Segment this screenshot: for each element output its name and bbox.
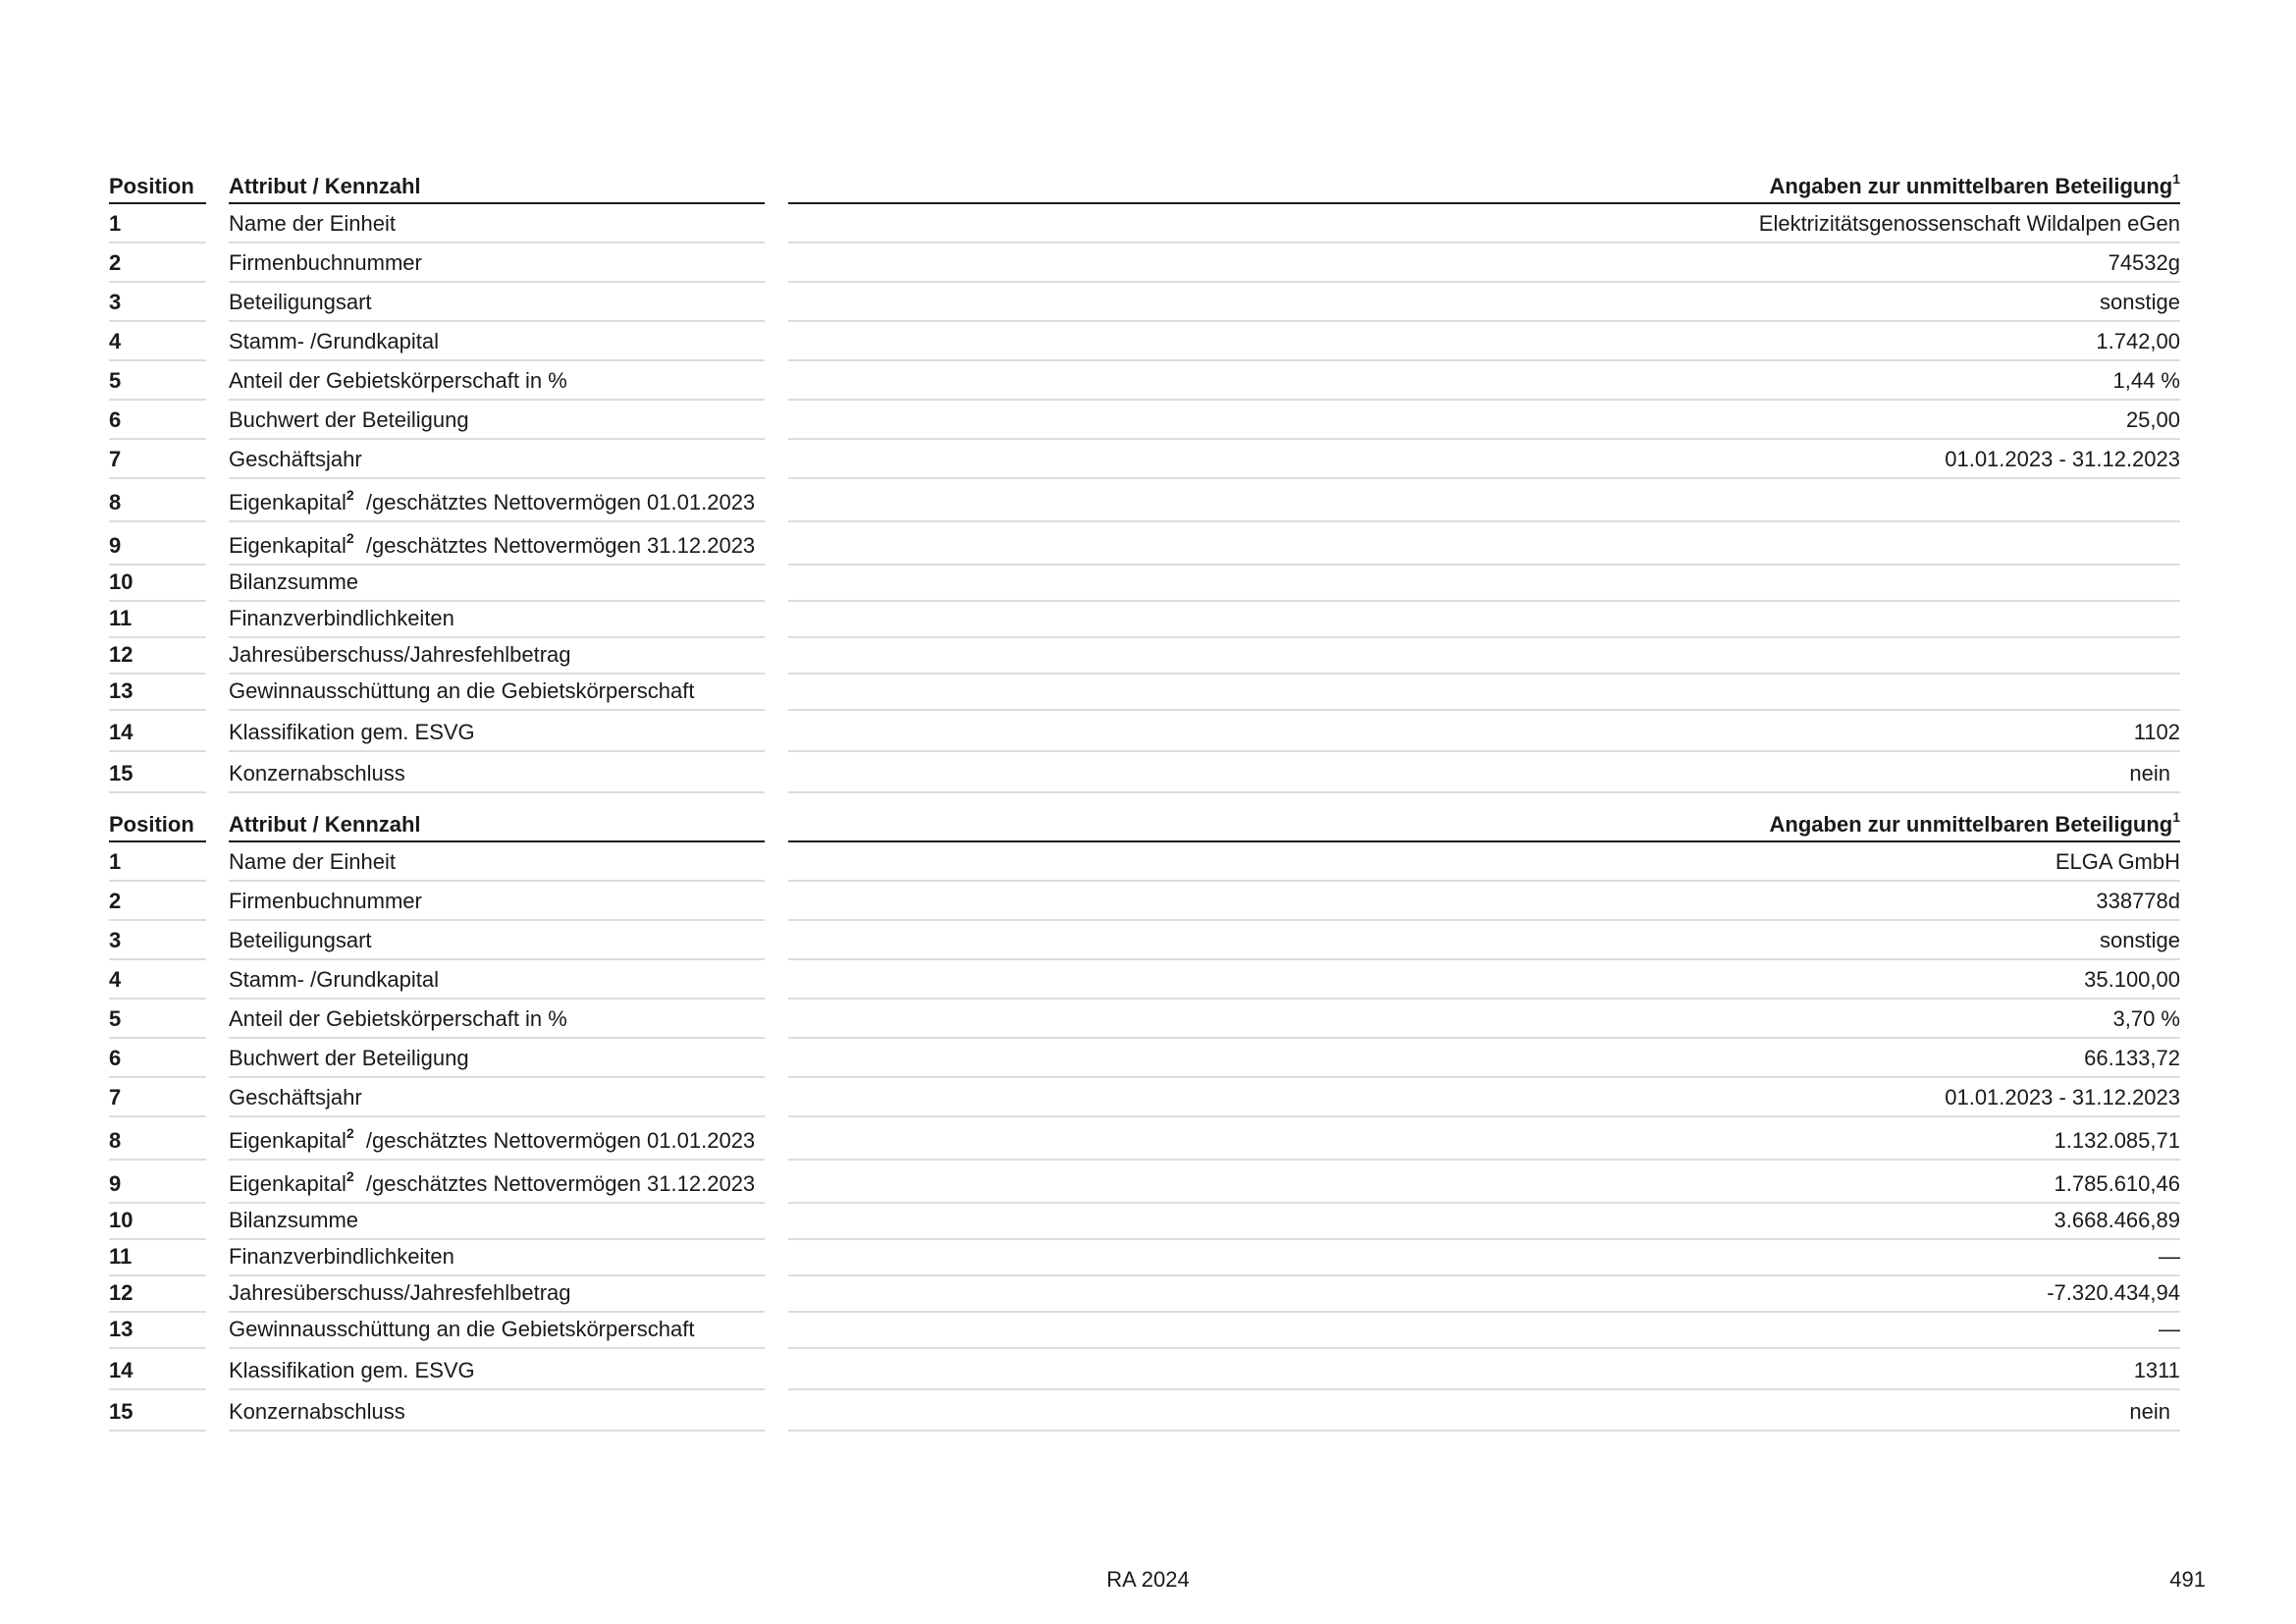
header-value-label: Angaben zur unmittelbaren Beteiligung <box>1769 174 2173 198</box>
row-position: 11 <box>109 1244 206 1276</box>
row-attribute: Geschäftsjahr <box>229 447 765 479</box>
row-attribute: Firmenbuchnummer <box>229 889 765 921</box>
row-value: 74532g <box>788 250 2180 283</box>
table-row <box>109 960 2180 1000</box>
table-row <box>109 244 2180 283</box>
table-row <box>109 1204 2180 1240</box>
row-position: 12 <box>109 642 206 675</box>
row-attribute: Buchwert der Beteiligung <box>229 1046 765 1078</box>
row-attribute <box>229 1125 765 1161</box>
footnote-marker-2: 2 <box>346 530 354 546</box>
row-attribute: Klassifikation gem. ESVG <box>229 720 765 752</box>
row-attribute-label: Eigenkapital <box>229 533 347 558</box>
table-row <box>109 1240 2180 1276</box>
table-header-row <box>109 169 2180 204</box>
footer-report-label: RA 2024 <box>1106 1567 1190 1592</box>
header-value <box>788 809 2180 842</box>
row-attribute: Name der Einheit <box>229 211 765 244</box>
header-attribute: Attribut / Kennzahl <box>229 812 765 842</box>
row-attribute-suffix: /geschätztes Nettovermögen 01.01.2023 <box>365 1128 756 1153</box>
participation-table-2 <box>109 807 2180 1432</box>
row-value <box>788 559 2180 566</box>
table-row <box>109 711 2180 752</box>
row-attribute: Anteil der Gebietskörperschaft in % <box>229 1006 765 1039</box>
row-position: 9 <box>109 533 206 566</box>
row-position: 12 <box>109 1280 206 1313</box>
row-position: 7 <box>109 1085 206 1117</box>
row-value: sonstige <box>788 928 2180 960</box>
row-value <box>788 631 2180 638</box>
table-row <box>109 1117 2180 1161</box>
row-attribute-suffix: /geschätztes Nettovermögen 31.12.2023 <box>365 1171 756 1196</box>
row-attribute: Stamm- /Grundkapital <box>229 967 765 1000</box>
row-value: Elektrizitätsgenossenschaft Wildalpen eGen <box>788 211 2180 244</box>
row-value: 01.01.2023 - 31.12.2023 <box>788 447 2180 479</box>
row-attribute-label: Eigenkapital <box>229 1171 347 1196</box>
table-row <box>109 322 2180 361</box>
row-attribute: Gewinnausschüttung an die Gebietskörperschaft <box>229 1317 765 1349</box>
row-position: 4 <box>109 329 206 361</box>
row-attribute: Konzernabschluss <box>229 761 765 793</box>
row-position: 14 <box>109 1358 206 1390</box>
table-row <box>109 361 2180 401</box>
header-value-label: Angaben zur unmittelbaren Beteiligung <box>1769 812 2173 837</box>
table-row <box>109 204 2180 244</box>
table-row <box>109 566 2180 602</box>
row-attribute <box>229 487 765 522</box>
row-value <box>788 515 2180 522</box>
row-value <box>788 668 2180 675</box>
row-position: 13 <box>109 1317 206 1349</box>
row-value: nein <box>788 761 2180 793</box>
row-attribute: Geschäftsjahr <box>229 1085 765 1117</box>
row-attribute: Finanzverbindlichkeiten <box>229 1244 765 1276</box>
row-position: 1 <box>109 849 206 882</box>
row-attribute: Anteil der Gebietskörperschaft in % <box>229 368 765 401</box>
row-value: 1.742,00 <box>788 329 2180 361</box>
row-attribute: Firmenbuchnummer <box>229 250 765 283</box>
row-value: 1102 <box>788 720 2180 752</box>
footer-page-number: 491 <box>2169 1567 2206 1592</box>
row-attribute <box>229 1168 765 1204</box>
table-row <box>109 401 2180 440</box>
row-position: 13 <box>109 678 206 711</box>
row-attribute: Bilanzsumme <box>229 569 765 602</box>
row-position: 5 <box>109 1006 206 1039</box>
table-row <box>109 479 2180 522</box>
table-row <box>109 1039 2180 1078</box>
row-position: 7 <box>109 447 206 479</box>
row-value: — <box>788 1244 2180 1276</box>
row-position: 10 <box>109 569 206 602</box>
row-position: 11 <box>109 606 206 638</box>
table-row <box>109 752 2180 793</box>
table-row <box>109 1390 2180 1432</box>
footnote-marker-2: 2 <box>346 487 354 503</box>
footnote-marker-2: 2 <box>346 1125 354 1141</box>
row-position: 15 <box>109 761 206 793</box>
table-row <box>109 283 2180 322</box>
row-value: — <box>788 1317 2180 1349</box>
row-position: 2 <box>109 889 206 921</box>
header-position: Position <box>109 174 206 204</box>
row-value: 66.133,72 <box>788 1046 2180 1078</box>
row-attribute: Gewinnausschüttung an die Gebietskörperschaft <box>229 678 765 711</box>
row-attribute: Finanzverbindlichkeiten <box>229 606 765 638</box>
row-attribute: Name der Einheit <box>229 849 765 882</box>
table-row <box>109 522 2180 566</box>
row-position: 5 <box>109 368 206 401</box>
header-position: Position <box>109 812 206 842</box>
row-attribute: Bilanzsumme <box>229 1208 765 1240</box>
table-row <box>109 921 2180 960</box>
row-position: 9 <box>109 1171 206 1204</box>
row-position: 2 <box>109 250 206 283</box>
footnote-marker-2: 2 <box>346 1168 354 1184</box>
header-attribute: Attribut / Kennzahl <box>229 174 765 204</box>
table-row <box>109 602 2180 638</box>
table-row <box>109 638 2180 675</box>
table-row <box>109 1349 2180 1390</box>
row-value: nein <box>788 1399 2180 1432</box>
row-position: 8 <box>109 1128 206 1161</box>
row-attribute: Stamm- /Grundkapital <box>229 329 765 361</box>
row-value: 25,00 <box>788 407 2180 440</box>
table-row <box>109 842 2180 882</box>
row-value: 01.01.2023 - 31.12.2023 <box>788 1085 2180 1117</box>
row-value: 3,70 % <box>788 1006 2180 1039</box>
row-value: -7.320.434,94 <box>788 1280 2180 1313</box>
row-value: ELGA GmbH <box>788 849 2180 882</box>
table-row <box>109 1078 2180 1117</box>
header-value <box>788 171 2180 204</box>
row-position: 4 <box>109 967 206 1000</box>
row-value: 1.785.610,46 <box>788 1171 2180 1204</box>
row-position: 15 <box>109 1399 206 1432</box>
row-value <box>788 595 2180 602</box>
table-row <box>109 1000 2180 1039</box>
row-attribute: Beteiligungsart <box>229 928 765 960</box>
row-value: 1,44 % <box>788 368 2180 401</box>
row-position: 6 <box>109 1046 206 1078</box>
row-position: 14 <box>109 720 206 752</box>
row-position: 6 <box>109 407 206 440</box>
row-position: 1 <box>109 211 206 244</box>
table-row <box>109 1313 2180 1349</box>
row-value: 3.668.466,89 <box>788 1208 2180 1240</box>
row-attribute: Buchwert der Beteiligung <box>229 407 765 440</box>
table-row <box>109 1276 2180 1313</box>
row-position: 3 <box>109 928 206 960</box>
row-attribute <box>229 530 765 566</box>
row-attribute-suffix: /geschätztes Nettovermögen 01.01.2023 <box>365 490 756 514</box>
row-attribute-label: Eigenkapital <box>229 1128 347 1153</box>
row-attribute: Jahresüberschuss/Jahresfehlbetrag <box>229 1280 765 1313</box>
row-value: sonstige <box>788 290 2180 322</box>
row-position: 3 <box>109 290 206 322</box>
table-header-row <box>109 807 2180 842</box>
table-row <box>109 1161 2180 1204</box>
row-value: 1311 <box>788 1358 2180 1390</box>
row-position: 10 <box>109 1208 206 1240</box>
row-value <box>788 704 2180 711</box>
row-value: 35.100,00 <box>788 967 2180 1000</box>
row-position: 8 <box>109 490 206 522</box>
row-attribute-label: Eigenkapital <box>229 490 347 514</box>
participation-table-1 <box>109 169 2180 793</box>
row-attribute-suffix: /geschätztes Nettovermögen 31.12.2023 <box>365 533 756 558</box>
row-attribute: Klassifikation gem. ESVG <box>229 1358 765 1390</box>
row-attribute: Konzernabschluss <box>229 1399 765 1432</box>
footnote-marker-1: 1 <box>2172 809 2180 825</box>
table-row <box>109 882 2180 921</box>
table-row <box>109 675 2180 711</box>
row-value: 1.132.085,71 <box>788 1128 2180 1161</box>
row-attribute: Beteiligungsart <box>229 290 765 322</box>
row-value: 338778d <box>788 889 2180 921</box>
row-attribute: Jahresüberschuss/Jahresfehlbetrag <box>229 642 765 675</box>
table-row <box>109 440 2180 479</box>
footnote-marker-1: 1 <box>2172 171 2180 187</box>
